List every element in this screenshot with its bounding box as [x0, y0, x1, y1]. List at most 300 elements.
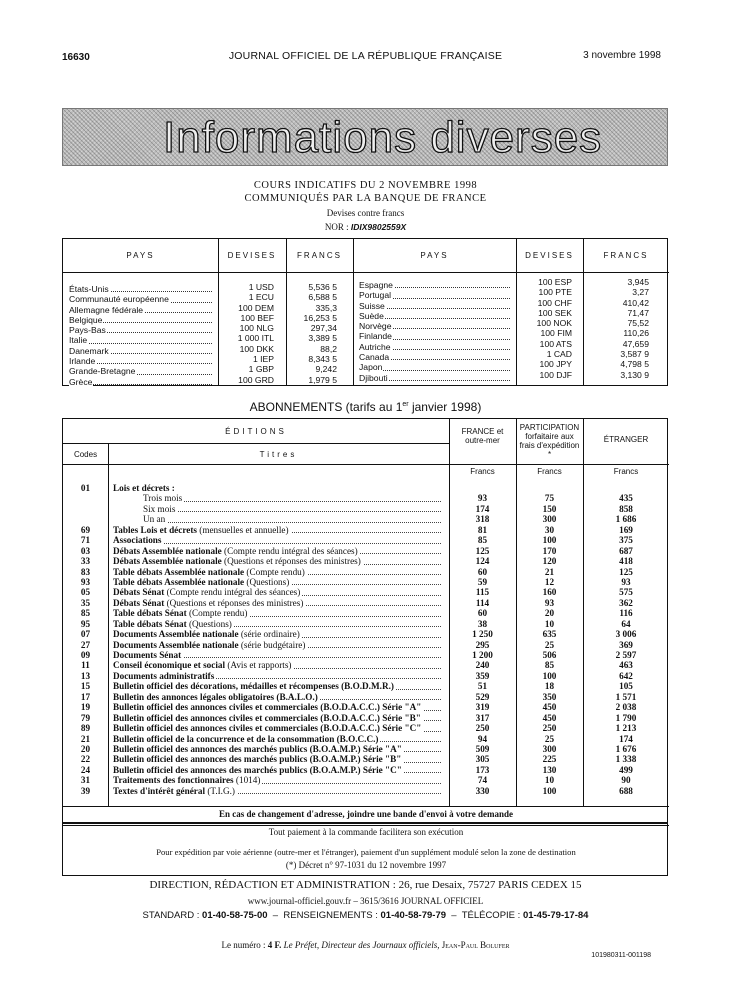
edition-title-main: Débats Sénat — [113, 597, 165, 608]
note-paiement: Tout paiement à la commande facilitera son exécution — [268, 827, 464, 837]
price-participation: 30 — [544, 524, 555, 535]
price-etranger: 90 — [621, 775, 631, 786]
edition-title-main: Documents Assemblée nationale — [113, 629, 239, 640]
nor-label: NOR : — [324, 222, 349, 232]
edition-title-main: Débats Assemblée nationale — [113, 545, 222, 556]
edition-title-text — [113, 493, 184, 503]
edition-title-text — [113, 744, 404, 754]
edition-title — [113, 702, 445, 712]
price-etranger: 463 — [619, 660, 633, 671]
price-france: 59 — [477, 576, 488, 587]
edition-title — [113, 734, 445, 744]
header-titres: Titres — [259, 450, 298, 459]
rate-value: 1,979 5 — [308, 374, 337, 385]
edition-title-text — [113, 734, 380, 744]
price-france: 38 — [477, 618, 488, 629]
country-name — [69, 346, 212, 356]
price-participation: 130 — [542, 764, 557, 775]
edition-title-text — [113, 525, 291, 535]
footer-line — [0, 940, 731, 950]
rate-value: 5,536 5 — [308, 282, 337, 292]
edition-title-main: Bulletin officiel des annonces civiles et commerciales (B.O.D.A.C.C.) Série "A" — [113, 702, 422, 713]
edition-code: 85 — [80, 608, 91, 619]
price-france: 250 — [475, 723, 490, 734]
edition-code: 31 — [80, 775, 91, 786]
currency-code: 100 ATS — [539, 338, 572, 349]
country-name — [359, 352, 510, 362]
edition-code: 33 — [80, 556, 91, 567]
country-name — [359, 321, 510, 331]
direction-address: DIRECTION, RÉDACTION ET ADMINISTRATION : 26, rue Desaix, 75727 PARIS CEDEX 15 — [149, 879, 582, 891]
edition-title — [113, 504, 445, 514]
price-participation: 18 — [544, 681, 555, 692]
country-label: Suisse — [359, 300, 385, 311]
direction-phones: STANDARD : 01-40-58-75-00 – RENSEIGNEMENTS : 01-40-58-79-79 – TÉLÉCOPIE : 01-45-79-17-84 — [142, 910, 589, 921]
edition-title-text — [113, 702, 423, 712]
edition-title-main: Bulletin officiel des décorations, médailles et récompenses (B.O.D.M.R.) — [113, 681, 394, 692]
price-etranger: 169 — [619, 524, 633, 535]
price-etranger — [583, 483, 669, 493]
edition-code: 79 — [80, 712, 91, 723]
header-pays-left: PAYS — [63, 239, 218, 273]
rate-value: 297,34 — [310, 323, 337, 334]
abonnements-title-end: janvier 1998) — [408, 400, 482, 414]
country-label: Italie — [69, 335, 88, 346]
price-etranger: 1 676 — [615, 743, 637, 754]
edition-title-text — [113, 765, 404, 775]
country-label: Autriche — [359, 341, 391, 352]
country-label: Grande-Bretagne — [69, 366, 136, 377]
edition-title-text — [113, 723, 423, 733]
price-participation: 120 — [542, 556, 557, 567]
edition-title — [113, 514, 445, 524]
price-france: 359 — [475, 670, 490, 681]
country-name — [69, 325, 212, 335]
price-participation: 10 — [544, 618, 555, 629]
edition-code — [63, 493, 108, 503]
currency-code: 100 DEM — [238, 302, 274, 313]
edition-code: 05 — [80, 587, 91, 598]
price-france: 330 — [475, 785, 490, 796]
unit-france: Francs — [470, 467, 495, 476]
numero-price: 4 F. — [267, 940, 282, 950]
edition-title — [113, 556, 445, 566]
standard-label: STANDARD : — [142, 910, 200, 921]
country-label: États-Unis — [69, 284, 109, 294]
price-participation: 20 — [544, 608, 555, 619]
price-participation: 21 — [544, 566, 555, 577]
country-name — [69, 284, 212, 294]
country-name — [359, 311, 510, 321]
price-participation: 100 — [542, 670, 557, 681]
header-francs-right: FRANCS — [583, 239, 669, 273]
country-name — [359, 290, 510, 300]
price-participation: 506 — [542, 650, 557, 660]
price-etranger: 3 006 — [615, 629, 637, 640]
edition-title-main: Bulletin officiel des annonces civiles et commerciales (B.O.D.A.C.C.) Série "B" — [113, 712, 421, 723]
price-france: 114 — [475, 597, 490, 608]
price-participation: 10 — [544, 775, 555, 786]
edition-code: 83 — [80, 566, 91, 577]
price-etranger: 362 — [619, 597, 633, 608]
price-france: 81 — [477, 524, 488, 535]
country-name — [69, 366, 212, 376]
edition-title — [113, 775, 445, 785]
rate-value: 3,587 9 — [620, 349, 649, 360]
price-etranger: 174 — [619, 733, 633, 744]
price-etranger: 642 — [619, 670, 633, 681]
price-france: 529 — [475, 691, 490, 702]
edition-code: 93 — [80, 576, 91, 587]
country-name — [69, 356, 212, 366]
edition-title — [113, 671, 445, 681]
edition-code: 15 — [80, 681, 91, 692]
edition-title-main: Trois mois — [143, 493, 183, 504]
edition-code: 13 — [80, 670, 91, 681]
journal-title: JOURNAL OFFICIEL DE LA RÉPUBLIQUE FRANÇAISE — [228, 50, 503, 62]
edition-title-text — [113, 514, 167, 524]
price-france: 1 250 — [472, 629, 493, 640]
price-france: 305 — [475, 754, 490, 765]
edition-title — [113, 713, 445, 723]
edition-title-text — [113, 535, 164, 545]
currency-code: 1 CAD — [546, 349, 572, 360]
edition-title-main: Table débats Assemblée nationale — [113, 566, 245, 577]
country-label: Pays-Bas — [69, 325, 106, 336]
edition-title-extra: (série budgétaire) — [238, 639, 306, 650]
cours-subtitle: COMMUNIQUÉS PAR LA BANQUE DE FRANCE — [244, 193, 487, 204]
rate-value: 47,659 — [622, 338, 649, 349]
edition-title-extra: (Avis et rapports) — [225, 660, 292, 671]
edition-title — [113, 754, 445, 764]
rate-value: 88,2 — [320, 343, 337, 354]
price-etranger: 105 — [619, 681, 633, 692]
edition-code: 09 — [80, 650, 91, 660]
edition-code: 11 — [81, 660, 90, 671]
edition-title-text — [113, 786, 237, 796]
direction-web: www.journal-officiel.gouv.fr – 3615/3616 JOURNAL OFFICIEL — [247, 896, 484, 906]
edition-title-main: Table débats Assemblée nationale — [113, 576, 245, 587]
edition-code — [63, 504, 108, 514]
edition-title-main: Associations — [113, 535, 162, 546]
rate-value: 335,3 — [315, 302, 337, 313]
country-name — [69, 377, 212, 387]
edition-title-main: Table débats Sénat — [113, 608, 187, 619]
price-participation: 225 — [542, 754, 557, 765]
print-code: 101980311-001198 — [591, 952, 651, 959]
edition-title — [113, 598, 445, 608]
edition-title-extra: (Compte rendu) — [244, 566, 305, 577]
price-france: 509 — [475, 743, 490, 754]
edition-title-text — [113, 671, 216, 681]
edition-title-main: Documents Sénat — [113, 650, 182, 660]
abonnements-title — [0, 400, 731, 414]
edition-title-main: Bulletin des annonces légales obligatoires (B.A.L.O.) — [113, 691, 318, 702]
currency-code: 1 000 ITL — [237, 333, 274, 344]
notes-expedition-box — [62, 844, 668, 876]
edition-title-main: Bulletin officiel de la concurrence et de la consommation (B.O.C.C.) — [113, 733, 379, 744]
unit-participation: Francs — [537, 467, 562, 476]
edition-title — [113, 525, 445, 535]
price-france: 1 200 — [472, 650, 493, 660]
numero-label: Le numéro : — [221, 940, 266, 950]
price-france: 125 — [475, 545, 490, 556]
price-etranger: 369 — [619, 639, 633, 650]
cours-note: Devises contre francs — [326, 208, 405, 218]
edition-title — [113, 650, 445, 660]
edition-title — [113, 723, 445, 733]
country-label: Communauté européenne — [69, 294, 169, 305]
edition-title — [113, 608, 445, 618]
rate-value: 6,588 5 — [308, 292, 337, 303]
price-etranger: 93 — [621, 576, 631, 587]
country-label: Canada — [359, 352, 390, 363]
price-participation: 350 — [542, 691, 557, 702]
edition-title-main: Bulletin officiel des annonces des marchés publics (B.O.A.M.P.) Série "A" — [113, 743, 402, 754]
country-label: Norvège — [359, 321, 392, 332]
edition-title-main: Débats Sénat — [113, 587, 165, 598]
currency-code: 100 JPY — [539, 359, 572, 370]
telecopie-number: 01-45-79-17-84 — [522, 910, 589, 921]
edition-title-main: Tables Lois et décrets — [113, 524, 197, 535]
edition-title-text — [113, 681, 396, 691]
edition-title-text — [113, 567, 307, 577]
edition-code — [63, 514, 108, 524]
edition-title-text — [113, 754, 403, 764]
price-etranger: 64 — [621, 618, 631, 629]
price-etranger: 418 — [619, 556, 633, 567]
price-participation: 93 — [544, 597, 555, 608]
price-france: 93 — [477, 493, 488, 504]
price-participation: 450 — [542, 702, 557, 713]
edition-title-text — [113, 504, 177, 514]
rate-value: 3,130 9 — [620, 369, 649, 380]
edition-title-main: Bulletin officiel des annonces des marchés publics (B.O.A.M.P.) Série "B" — [113, 754, 402, 765]
country-label: Espagne — [359, 280, 393, 290]
country-name — [69, 305, 212, 315]
price-participation: 100 — [542, 535, 557, 546]
price-france — [449, 483, 516, 493]
header-etranger: ÉTRANGER — [603, 435, 649, 444]
edition-title-text — [113, 692, 320, 702]
price-france: 85 — [477, 535, 488, 546]
country-label: Irlande — [69, 356, 96, 367]
country-label: Djibouti — [359, 372, 388, 383]
edition-title-text — [113, 660, 293, 670]
price-france: 240 — [475, 660, 490, 671]
page-number: 16630 — [62, 52, 90, 63]
nor-value: IDIX9802559X — [350, 222, 407, 232]
edition-title — [113, 587, 445, 597]
edition-title-text — [113, 640, 307, 650]
price-participation: 635 — [542, 629, 557, 640]
edition-title-main: Documents administratifs — [113, 670, 215, 681]
edition-title — [113, 577, 445, 587]
country-name — [359, 280, 510, 290]
edition-title-text — [113, 546, 360, 556]
edition-title-text — [113, 619, 234, 629]
currency-code: 1 USD — [248, 282, 274, 292]
price-participation: 300 — [542, 514, 557, 525]
edition-title — [113, 567, 445, 577]
rate-value: 71,47 — [627, 307, 649, 318]
price-participation: 100 — [542, 785, 557, 796]
renseignements-number: 01-40-58-79-79 — [380, 910, 447, 921]
edition-title-extra: (Compte rendu intégral des séances) — [164, 587, 301, 598]
price-etranger: 687 — [619, 545, 633, 556]
price-etranger: 1 686 — [615, 514, 637, 525]
edition-code: 03 — [80, 545, 91, 556]
edition-title — [113, 744, 445, 754]
note-changement-adresse: En cas de changement d'adresse, joindre une bande d'envoi à votre demande — [218, 809, 514, 819]
rate-value: 9,242 — [315, 364, 337, 375]
edition-title-text — [113, 775, 262, 785]
note-expedition: Pour expédition par voie aérienne (outre-mer et l'étranger), paiement d'un supplément modulé selon la zone de destination — [156, 847, 576, 857]
rate-value: 8,343 5 — [308, 354, 337, 365]
price-participation: 150 — [542, 503, 557, 514]
currency-code: 100 DKK — [239, 343, 274, 354]
price-france: 318 — [475, 514, 490, 525]
price-participation — [516, 483, 583, 493]
edition-title-text — [113, 598, 305, 608]
price-etranger: 688 — [619, 785, 633, 796]
currency-code: 100 NLG — [239, 323, 274, 334]
edition-title-main: Table débats Sénat — [113, 618, 187, 629]
edition-title-text — [113, 713, 423, 723]
telecopie-label: TÉLÉCOPIE : — [461, 910, 521, 921]
price-participation: 300 — [542, 743, 557, 754]
price-participation: 25 — [544, 733, 555, 744]
price-etranger: 435 — [619, 493, 633, 504]
price-france: 317 — [475, 712, 490, 723]
edition-code: 21 — [80, 733, 91, 744]
rate-value: 410,42 — [622, 297, 649, 308]
edition-title-main: Un an — [143, 514, 166, 525]
price-participation: 450 — [542, 712, 557, 723]
edition-code: 01 — [80, 483, 91, 493]
edition-title-text — [113, 608, 249, 618]
header-editions: ÉDITIONS — [225, 427, 287, 436]
price-etranger: 125 — [619, 566, 633, 577]
price-participation: 160 — [542, 587, 557, 598]
country-label: Danemark — [69, 345, 109, 356]
edition-title — [113, 640, 445, 650]
country-label: Suède — [359, 310, 384, 321]
country-name — [359, 301, 510, 311]
country-name — [69, 294, 212, 304]
edition-title-text — [113, 587, 302, 597]
country-name — [359, 342, 510, 352]
edition-title-extra: (Questions et réponses des ministres) — [164, 597, 304, 608]
price-etranger: 1 571 — [615, 691, 637, 702]
edition-title — [113, 535, 445, 545]
country-label: Belgique — [69, 314, 103, 325]
rate-value: 75,52 — [627, 318, 649, 329]
edition-title-extra: (mensuelles et annuelle) — [196, 524, 289, 535]
edition-title-main: Traitements des fonctionnaires — [113, 775, 234, 786]
currency-code: 100 FIM — [540, 328, 572, 339]
price-etranger: 2 597 — [615, 650, 637, 660]
price-france: 115 — [475, 587, 490, 598]
edition-title-main: Bulletin officiel des annonces civiles et commerciales (B.O.D.A.C.C.) Série "C" — [113, 723, 422, 734]
price-etranger: 499 — [619, 764, 633, 775]
price-etranger: 1 213 — [615, 723, 637, 734]
price-etranger: 116 — [619, 608, 633, 619]
country-name — [359, 373, 510, 383]
rate-value: 16,253 5 — [303, 312, 337, 323]
standard-number: 01-40-58-75-00 — [202, 910, 268, 921]
price-participation: 170 — [542, 545, 557, 556]
header-devises-left: DEVISES — [218, 239, 286, 273]
edition-title — [113, 786, 445, 796]
edition-title — [113, 483, 445, 493]
price-etranger: 375 — [619, 535, 633, 546]
currency-code: 100 ESP — [538, 277, 572, 287]
rate-value: 4,798 5 — [620, 359, 649, 370]
edition-code: 17 — [80, 691, 91, 702]
price-france: 319 — [475, 702, 490, 713]
country-label: Allemagne fédérale — [69, 304, 144, 315]
edition-title-text — [113, 483, 177, 493]
edition-title-main: Textes d'intérêt général — [113, 785, 206, 796]
edition-title-main: Conseil économique et social — [113, 660, 226, 671]
header-france: FRANCE et outre-mer — [461, 427, 504, 445]
edition-title-extra: (Questions) — [244, 576, 290, 587]
country-name — [359, 331, 510, 341]
edition-title — [113, 660, 445, 670]
edition-title — [113, 765, 445, 775]
price-france: 295 — [475, 639, 490, 650]
currency-code: 100 GRD — [238, 374, 274, 385]
edition-code: 39 — [80, 785, 91, 796]
issue-date: 3 novembre 1998 — [583, 50, 661, 61]
country-label: Grèce — [69, 376, 93, 387]
price-france: 94 — [477, 733, 488, 744]
price-etranger: 2 038 — [615, 702, 637, 713]
edition-title — [113, 493, 445, 503]
edition-title-main: Documents Assemblée nationale — [113, 639, 239, 650]
currency-code: 100 NOK — [536, 318, 572, 329]
edition-title-extra: (Questions) — [186, 618, 232, 629]
currency-code: 100 DJF — [539, 369, 572, 380]
header-pays-right: PAYS — [353, 239, 516, 273]
edition-title — [113, 546, 445, 556]
edition-title-extra: (T.I.G.) — [205, 785, 235, 796]
prefet-title: Le Préfet, Directeur des Journaux officiels, — [283, 940, 440, 950]
rate-value: 3,389 5 — [308, 333, 337, 344]
edition-code: 27 — [80, 639, 91, 650]
price-participation: 250 — [542, 723, 557, 734]
edition-title-extra: (Questions et réponses des ministres) — [221, 556, 361, 567]
exchange-rate-table — [62, 238, 668, 386]
edition-title-text — [113, 650, 183, 660]
price-etranger: 1 338 — [615, 754, 637, 765]
edition-title-text — [113, 629, 302, 639]
price-france: 60 — [477, 566, 488, 577]
price-france: 51 — [477, 681, 488, 692]
edition-code: 22 — [80, 754, 91, 765]
note-decret: (*) Décret n° 97-1031 du 12 novembre 1997 — [285, 860, 447, 870]
edition-title — [113, 681, 445, 691]
currency-code: 100 PTE — [538, 287, 572, 298]
rate-value: 110,26 — [623, 328, 649, 339]
banner-title: Informations diverses — [163, 113, 603, 162]
edition-code: 19 — [80, 702, 91, 713]
rate-value: 3,945 — [627, 277, 649, 287]
header-francs-left: FRANCS — [286, 239, 353, 273]
currency-code: 1 GBP — [248, 364, 274, 375]
section-banner — [62, 108, 668, 166]
